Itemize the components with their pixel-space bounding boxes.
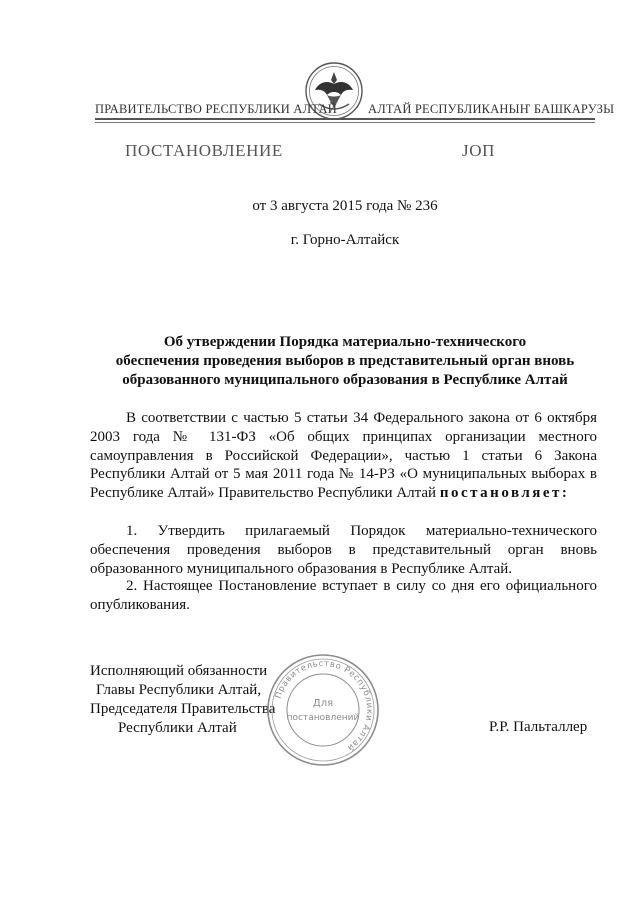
doc-type-alt: ЈОП bbox=[462, 141, 495, 160]
header-rule-thin bbox=[95, 122, 595, 123]
header-rule-thick bbox=[95, 118, 595, 120]
stamp-center-text: постановлений bbox=[286, 713, 360, 723]
resolves-emphasis: постановляет: bbox=[439, 485, 570, 502]
clause-2-paragraph bbox=[90, 577, 597, 615]
signatory-position bbox=[90, 662, 275, 738]
stamp-ring-text: Правительство Республики Алтай bbox=[273, 658, 375, 753]
signer-name: Р.Р. Пальталлер bbox=[489, 719, 588, 735]
official-stamp-icon bbox=[263, 650, 383, 770]
header-org-ru: ПРАВИТЕЛЬСТВО РЕСПУБЛИКИ АЛТАЙ bbox=[95, 102, 337, 116]
doc-title-line: Об утверждении Порядка материально-технического bbox=[163, 334, 527, 350]
doc-title-line: обеспечения проведения выборов в представительный орган вновь bbox=[115, 353, 575, 369]
signatory-line: Республики Алтай bbox=[118, 720, 237, 736]
clause-2-text: 2. Настоящее Постановление вступает в силу со дня его официального опубликования. bbox=[90, 578, 597, 613]
signatory-line: Главы Республики Алтай, bbox=[96, 682, 262, 698]
stamp-center-text: Для bbox=[312, 698, 334, 709]
signatory-line: Председателя Правительства bbox=[90, 701, 276, 717]
doc-type-ru: ПОСТАНОВЛЕНИЕ bbox=[125, 141, 283, 160]
doc-title bbox=[95, 333, 595, 390]
doc-date-number: от 3 августа 2015 года № 236 bbox=[252, 198, 438, 214]
clause-1-text: 1. Утвердить прилагаемый Порядок материально-технического обеспечения проведения выборов в представительный орган вновь образованного муниципального образования в Республике Алтай. bbox=[90, 523, 597, 577]
header-org-alt: АЛТАЙ РЕСПУБЛИКАНЫҤ БАШКАРУЗЫ bbox=[368, 102, 615, 116]
preamble-text: В соответствии с частью 5 статьи 34 Федерального закона от 6 октября 2003 года № 131-ФЗ «Об общих принципах организации местного самоуправления в Российской Федерации», частью 1 статьи 6 Закона Республики Алтай от 5 мая 2011 года № 14-РЗ «О муниципальных выборах в Республике Алтай» Правительство Республики Алтай bbox=[90, 410, 597, 502]
doc-title-line: образованного муниципального образования в Республике Алтай bbox=[122, 372, 568, 388]
signatory-line: Исполняющий обязанности bbox=[90, 663, 268, 679]
doc-city: г. Горно-Алтайск bbox=[290, 232, 400, 248]
clause-1-paragraph bbox=[90, 522, 597, 578]
preamble-paragraph bbox=[90, 409, 597, 503]
